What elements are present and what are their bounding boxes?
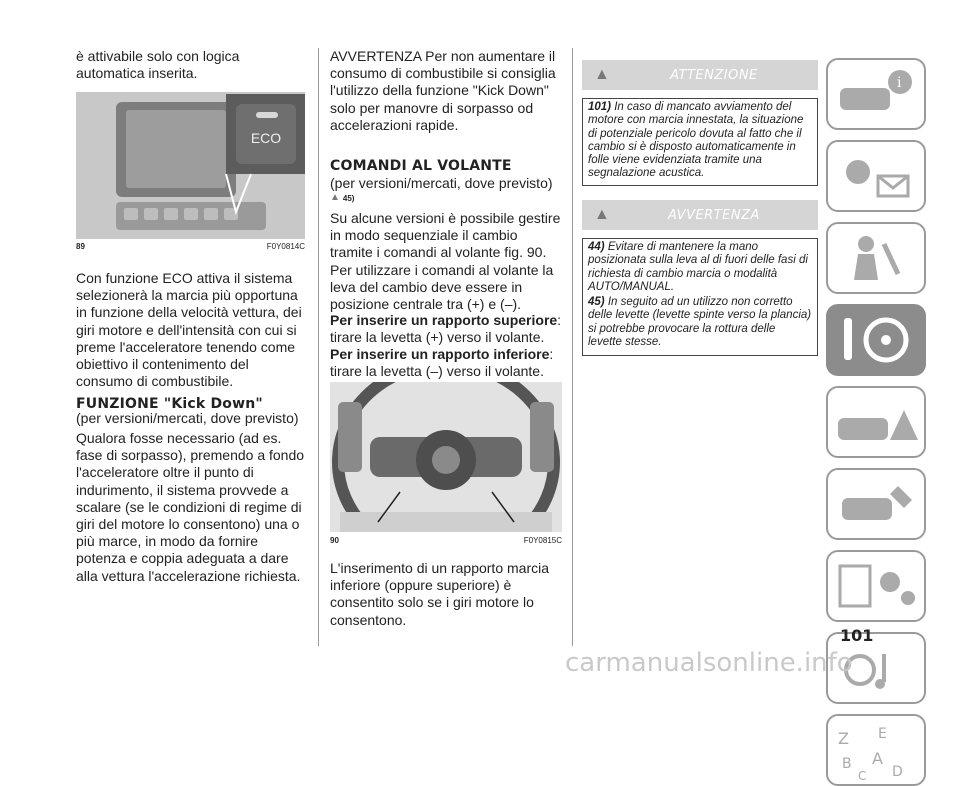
- technical-data-icon: [828, 552, 926, 622]
- warning-lights-icon: [828, 142, 926, 212]
- note-text: In caso di mancato avviamento del motore con marcia innestata, la situazione di potenziale pericolo dovuta al fatto che il cambio si è disposto automaticamente in folle viene evidenziata tramite una segnalazione acustica.: [588, 101, 804, 180]
- comandi-paragraph: Su alcune versioni è possibile gestire in modo sequenziale il cambio tramite i comandi al volante fig. 90.: [330, 210, 561, 261]
- tab-warning-lights[interactable]: [826, 140, 926, 212]
- avvertenza-box: [582, 238, 818, 356]
- section-heading-kick-down: FUNZIONE "Kick Down": [76, 396, 263, 412]
- kick-down-subtitle: (per versioni/mercati, dove previsto): [76, 410, 299, 426]
- svg-text:i: i: [897, 75, 902, 91]
- upshift-text: tirare la levetta (+) verso il volante.: [330, 329, 545, 346]
- downshift-paragraph: Per inserire un rapporto inferiore: tirare la levetta (–) verso il volante.: [330, 346, 554, 380]
- note-text: In seguito ad un utilizzo non corretto delle levette (levette spinte verso la plancia) si potrebbe provocare la rottura delle levette stesse.: [588, 296, 812, 349]
- svg-text:E: E: [878, 726, 887, 742]
- downshift-label: Per inserire un rapporto inferiore: [330, 346, 550, 362]
- warning-reference: [330, 192, 354, 203]
- kick-down-paragraph: Qualora fosse necessario (ad es. fase di sorpasso), premendo a fondo l'acceleratore oltre il punto di indurimento, il sistema provvede a scalare (se le condizioni di regime di giri del motore lo consentono) una o più marce, in modo da fornire potenza e coppia adeguata a dare alla vettura l'accelerazione richiesta.: [76, 430, 305, 584]
- steering-wheel-illustration: [330, 382, 562, 532]
- figure-number: 89: [76, 242, 85, 251]
- tab-starting-driving[interactable]: [826, 304, 926, 376]
- comandi-subtitle: (per versioni/mercati, dove previsto): [330, 175, 553, 191]
- figure-90-caption: [330, 536, 562, 545]
- avvertenza-paragraph: AVVERTENZA Per non aumentare il consumo di combustibile si consiglia l'utilizzo della funzione "Kick Down" solo per manovre di sorpasso od accelerazioni rapide.: [330, 48, 556, 133]
- watermark: carmanualsonline.info: [565, 648, 853, 678]
- figure-89: [76, 92, 305, 239]
- steering-wheel-icon: [828, 306, 926, 376]
- downshift-text: tirare la levetta (–) verso il volante.: [330, 363, 544, 380]
- avvertenza-header: [582, 200, 818, 230]
- eco-paragraph: Con funzione ECO attiva il sistema selezionerà la marcia più opportuna in funzione della velocità vettura, dei giri motore e dell'intensità con cui si preme l'acceleratore tenendo come obiettivo il contenimento del consumo di combustibile.: [76, 270, 302, 390]
- intro-text: è attivabile solo con logica automatica inserita.: [76, 48, 240, 82]
- section-heading-comandi: COMANDI AL VOLANTE: [330, 158, 512, 174]
- inserimento-paragraph: L'inserimento di un rapporto marcia inferiore (oppure superiore) è consentito solo se i giri motore lo consentono.: [330, 560, 550, 628]
- column-divider: [572, 48, 573, 646]
- safety-icon: [828, 224, 926, 294]
- index-icon: [828, 716, 926, 786]
- tab-emergency[interactable]: [826, 386, 926, 458]
- note-text: Evitare di mantenere la mano posizionata sulla leva al di fuori delle fasi di richiesta di cambio marcia o modalità AUTO/MANUAL.: [588, 241, 808, 293]
- lever-position-paragraph: Per utilizzare i comandi al volante la leva del cambio deve essere in posizione centrale tra (+) e (–).: [330, 262, 554, 313]
- page-number: 101: [840, 626, 874, 645]
- figure-number: 90: [330, 536, 339, 545]
- car-info-icon: [828, 60, 926, 130]
- figure-90: [330, 382, 562, 532]
- column-divider: [318, 48, 319, 646]
- note-number: 44): [588, 241, 605, 253]
- tab-car-info[interactable]: [826, 58, 926, 130]
- attenzione-title: ATTENZIONE: [670, 67, 758, 83]
- tab-technical-data[interactable]: [826, 550, 926, 622]
- reference-number: 45): [342, 194, 355, 203]
- svg-text:A: A: [872, 749, 883, 768]
- note-number: 45): [588, 296, 605, 309]
- attenzione-box: [582, 98, 818, 186]
- tab-safety[interactable]: [826, 222, 926, 294]
- figure-89-caption: [76, 242, 305, 251]
- upshift-label: Per inserire un rapporto superiore: [330, 312, 558, 328]
- avvertenza-note-45: [583, 294, 817, 351]
- svg-text:Z: Z: [838, 729, 849, 748]
- warning-car-icon: ▲: [594, 206, 610, 223]
- svg-text:C: C: [858, 769, 867, 783]
- eco-button-illustration: [76, 92, 305, 239]
- upshift-paragraph: Per inserire un rapporto superiore: tirare la levetta (+) verso il volante.: [330, 312, 562, 346]
- figure-code: F0Y0815C: [523, 536, 562, 545]
- warning-triangle-icon: ▲: [330, 192, 340, 203]
- note-number: 101): [588, 101, 612, 113]
- attenzione-header: [582, 60, 818, 90]
- svg-text:B: B: [842, 756, 852, 772]
- avvertenza-title: AVVERTENZA: [667, 207, 760, 223]
- emergency-icon: [828, 388, 926, 458]
- figure-code: F0Y0814C: [266, 242, 305, 251]
- eco-label: ECO: [250, 130, 282, 146]
- tab-maintenance[interactable]: [826, 468, 926, 540]
- tab-index[interactable]: [826, 714, 926, 786]
- attenzione-note: [583, 99, 817, 183]
- svg-text:D: D: [892, 764, 903, 780]
- maintenance-icon: [828, 470, 926, 540]
- avvertenza-note-44: [583, 239, 817, 294]
- warning-triangle-icon: ▲: [594, 66, 610, 83]
